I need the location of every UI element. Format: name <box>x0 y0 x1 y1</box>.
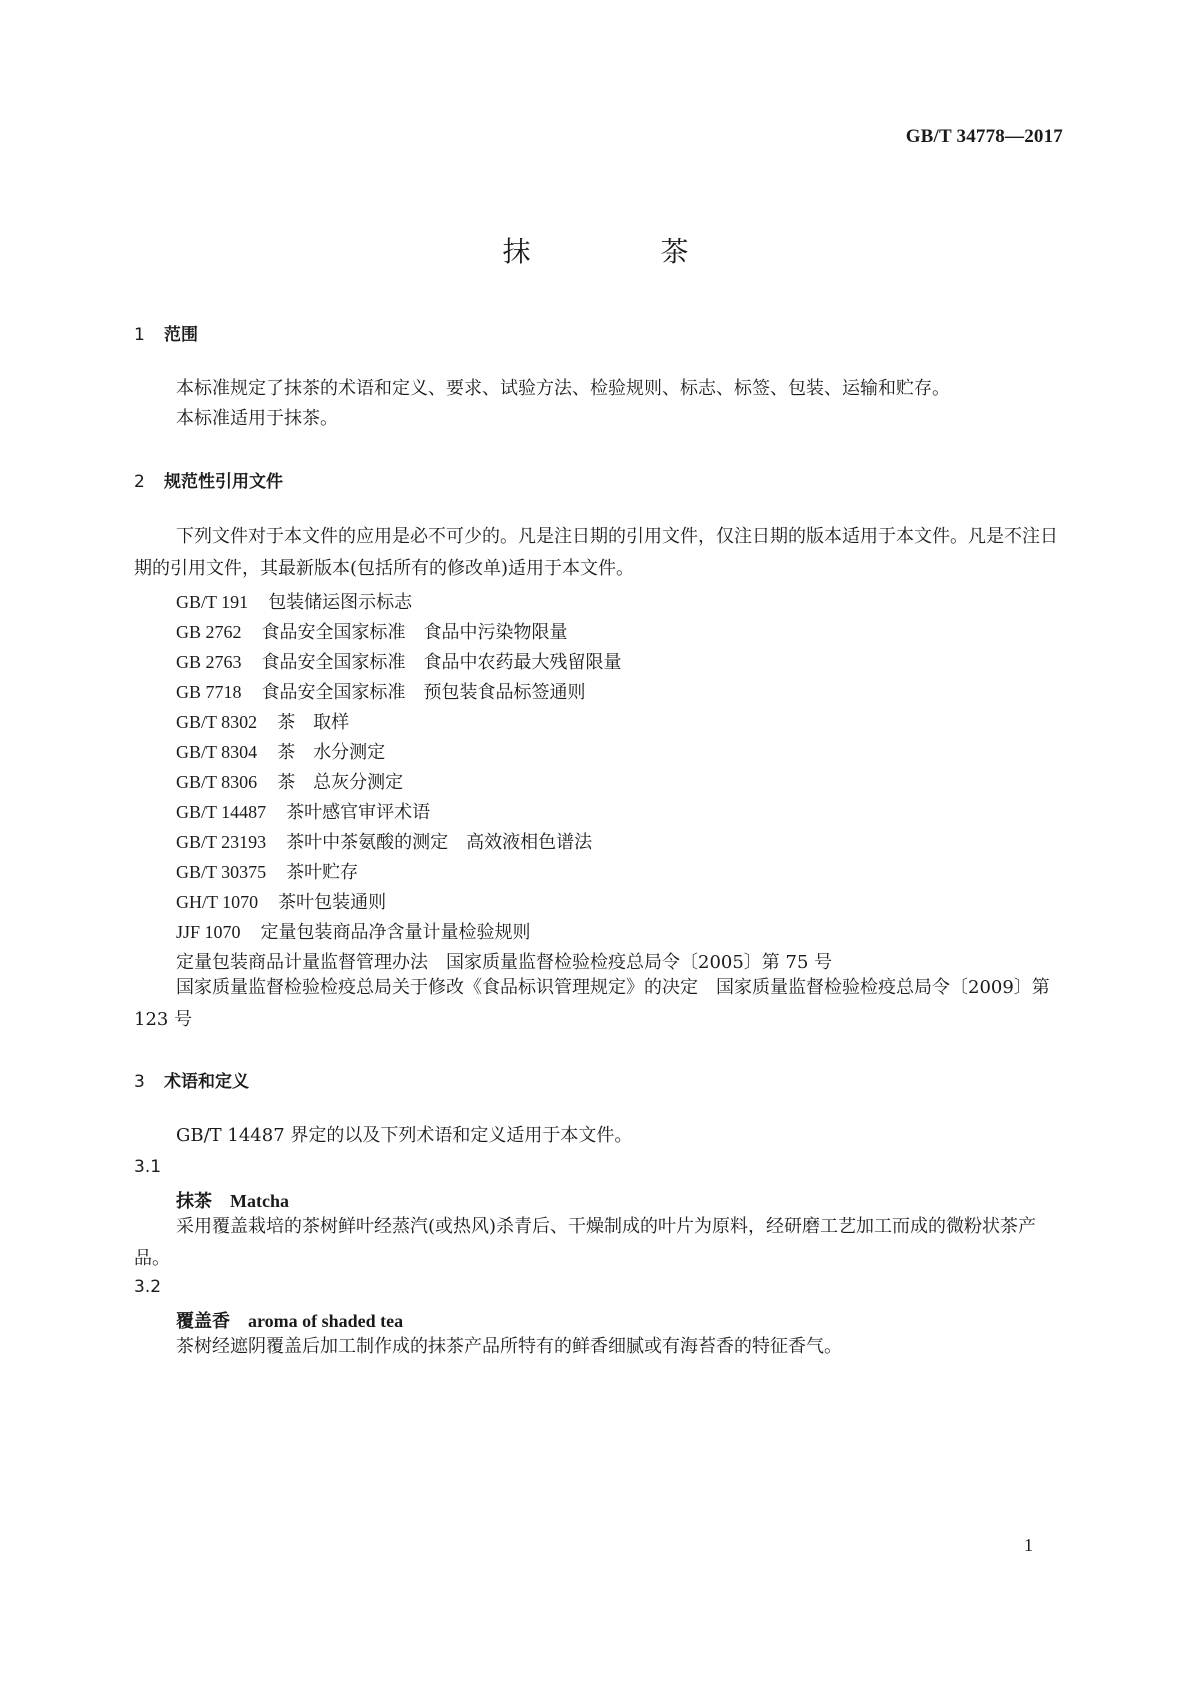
reference-code: GB/T 191 <box>176 592 249 612</box>
term-heading <box>176 1187 289 1213</box>
reference-item <box>176 618 568 644</box>
reference-title: 包装储运图示标志 <box>268 592 413 613</box>
reference-title: 茶叶中茶氨酸的测定 高效液相色谱法 <box>286 832 593 853</box>
reference-item <box>176 918 531 944</box>
scope-paragraph-2: 本标准适用于抹茶。 <box>176 408 338 429</box>
standard-number: GB/T 34778—2017 <box>905 126 1063 147</box>
regulation-item: 定量包装商品计量监督管理办法 国家质量监督检验检疫总局令〔2005〕第 75 号 <box>176 952 833 973</box>
section-number: 3 <box>134 1072 145 1092</box>
reference-item <box>176 648 622 674</box>
reference-item <box>176 888 386 914</box>
section-title: 范围 <box>164 325 198 345</box>
reference-code: GB/T 23193 <box>176 832 267 852</box>
reference-code: JJF 1070 <box>176 922 241 942</box>
reference-title: 茶叶包装通则 <box>278 892 387 913</box>
regulation-item: 国家质量监督检验检疫总局关于修改《食品标识管理规定》的决定 国家质量监督检验检疫总局令〔2009〕第 123 号 <box>134 977 1050 1030</box>
reference-title: 食品安全国家标准 食品中污染物限量 <box>261 622 568 643</box>
reference-code: GB/T 30375 <box>176 862 267 882</box>
reference-title: 茶叶感官审评术语 <box>286 802 431 823</box>
terms-intro: GB/T 14487 界定的以及下列术语和定义适用于本文件。 <box>176 1125 633 1146</box>
reference-code: GB/T 8306 <box>176 772 258 792</box>
term-zh: 抹茶 <box>176 1191 212 1212</box>
reference-item <box>176 588 412 614</box>
reference-code: GB/T 8304 <box>176 742 258 762</box>
reference-title: 茶 总灰分测定 <box>277 772 404 793</box>
reference-code: GB 2763 <box>176 652 242 672</box>
reference-title: 茶 取样 <box>277 712 350 733</box>
section-3-heading <box>134 1067 249 1092</box>
reference-item <box>176 768 403 794</box>
reference-title: 茶叶贮存 <box>286 862 359 883</box>
references-intro: 下列文件对于本文件的应用是必不可少的。凡是注日期的引用文件，仅注日期的版本适用于本文件。凡是不注日期的引用文件，其最新版本(包括所有的修改单)适用于本文件。 <box>134 526 1058 579</box>
term-en: aroma of shaded tea <box>248 1311 404 1331</box>
term-en: Matcha <box>230 1191 289 1211</box>
section-title: 规范性引用文件 <box>164 472 283 492</box>
reference-item <box>176 828 592 854</box>
term-definition: 采用覆盖栽培的茶树鲜叶经蒸汽(或热风)杀青后、干燥制成的叶片为原料，经研磨工艺加工而成的微粉状茶产品。 <box>134 1216 1037 1269</box>
reference-item <box>176 678 586 704</box>
section-title: 术语和定义 <box>164 1072 249 1092</box>
reference-item <box>176 738 385 764</box>
section-number: 1 <box>134 325 145 345</box>
section-2-heading <box>134 467 283 492</box>
term-zh: 覆盖香 <box>176 1311 230 1332</box>
reference-title: 食品安全国家标准 预包装食品标签通则 <box>261 682 586 703</box>
term-number: 3.2 <box>134 1277 162 1297</box>
term-heading <box>176 1307 403 1333</box>
reference-item <box>176 858 358 884</box>
reference-title: 定量包装商品净含量计量检验规则 <box>260 922 531 943</box>
reference-code: GB/T 14487 <box>176 802 267 822</box>
reference-title: 茶 水分测定 <box>277 742 386 763</box>
document-title: 抹茶 <box>502 235 819 268</box>
reference-title: 食品安全国家标准 食品中农药最大残留限量 <box>261 652 622 673</box>
section-number: 2 <box>134 472 145 492</box>
reference-item <box>176 708 349 734</box>
reference-code: GB/T 8302 <box>176 712 258 732</box>
reference-code: GH/T 1070 <box>176 892 259 912</box>
term-definition: 茶树经遮阴覆盖后加工制作成的抹茶产品所特有的鲜香细腻或有海苔香的特征香气。 <box>176 1336 842 1357</box>
page-number: 1 <box>1024 1535 1033 1555</box>
reference-code: GB 2762 <box>176 622 242 642</box>
reference-code: GB 7718 <box>176 682 242 702</box>
reference-item <box>176 798 430 824</box>
section-1-heading <box>134 320 198 345</box>
term-number: 3.1 <box>134 1157 162 1177</box>
scope-paragraph-1: 本标准规定了抹茶的术语和定义、要求、试验方法、检验规则、标志、标签、包装、运输和贮存。 <box>176 378 950 399</box>
